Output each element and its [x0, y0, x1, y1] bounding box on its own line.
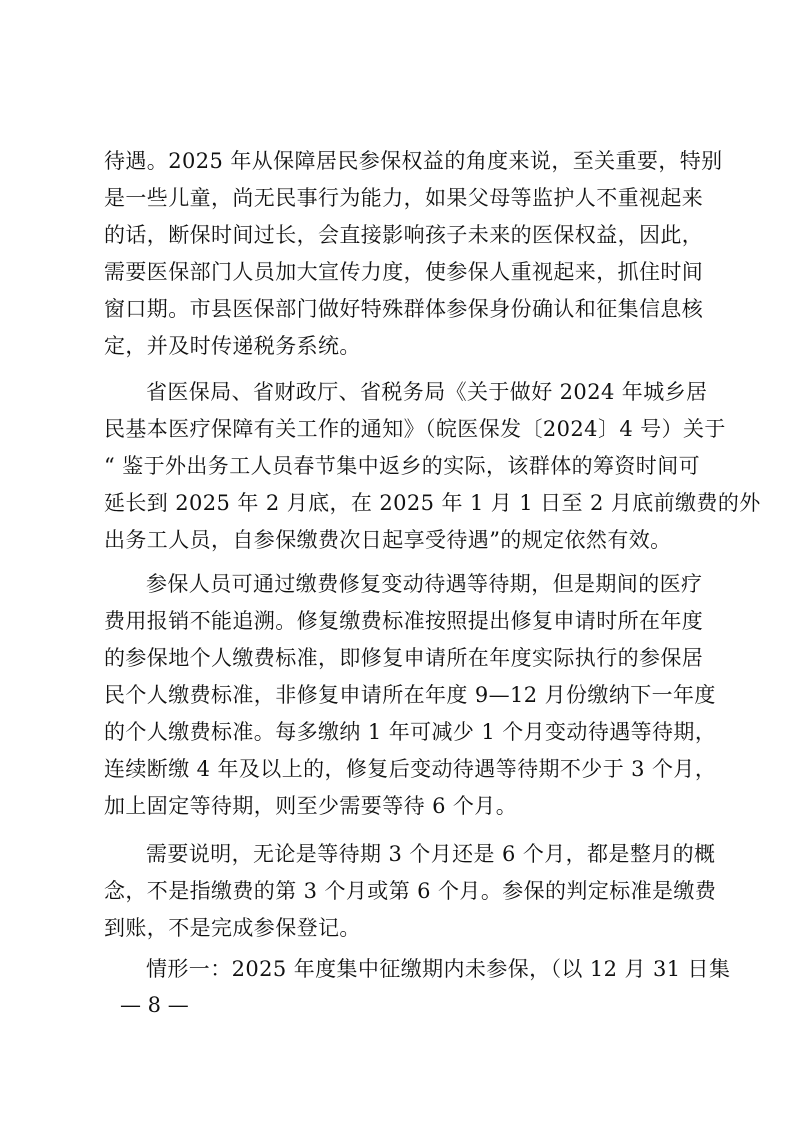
text-line: 的参保地个人缴费标准，即修复申请所在年度实际执行的参保居: [104, 646, 704, 670]
text-line: 需要医保部门人员加大宣传力度，使参保人重视起来，抓住时间: [104, 260, 704, 284]
text-line: 念，不是指缴费的第 3 个月或第 6 个月。参保的判定标准是缴费: [104, 879, 717, 903]
paragraph-first-line: 省医保局、省财政厅、省税务局《关于做好 2024 年城乡居: [146, 380, 708, 404]
text-line: 加上固定等待期，则至少需要等待 6 个月。: [104, 794, 518, 818]
text-line: “ 鉴于外出务工人员春节集中返乡的实际，该群体的筹资时间可: [104, 454, 701, 478]
text-line: 定，并及时传递税务系统。: [104, 334, 361, 358]
text-line: 待遇。2025 年从保障居民参保权益的角度来说，至关重要，特别: [104, 149, 723, 173]
paragraph-first-line: 参保人员可通过缴费修复变动待遇等待期，但是期间的医疗: [146, 572, 703, 596]
paragraph-first-line: 情形一：2025 年度集中征缴期内未参保，（以 12 月 31 日集: [146, 957, 731, 981]
text-line: 民基本医疗保障有关工作的通知》（皖医保发〔2024〕4 号）关于: [104, 417, 726, 441]
text-line: 到账，不是完成参保登记。: [104, 916, 361, 940]
text-line: 连续断缴 4 年及以上的，修复后变动待遇等待期不少于 3 个月，: [104, 757, 717, 781]
text-line: 延长到 2025 年 2 月底，在 2025 年 1 月 1 日至 2 月底前缴费的外: [104, 491, 761, 515]
text-line: 民个人缴费标准，非修复申请所在年度 9—12 月份缴纳下一年度: [104, 683, 716, 707]
text-line: 是一些儿童，尚无民事行为能力，如果父母等监护人不重视起来: [104, 186, 704, 210]
text-line: 的话，断保时间过长，会直接影响孩子未来的医保权益，因此，: [104, 223, 704, 247]
page-number: — 8 —: [120, 993, 189, 1017]
text-line: 费用报销不能追溯。修复缴费标准按照提出修复申请时所在年度: [104, 609, 704, 633]
text-line: 窗口期。市县医保部门做好特殊群体参保身份确认和征集信息核: [104, 297, 704, 321]
text-line: 出务工人员，自参保缴费次日起享受待遇”的规定依然有效。: [104, 528, 672, 552]
paragraph-first-line: 需要说明，无论是等待期 3 个月还是 6 个月，都是整月的概: [146, 842, 716, 866]
text-line: 的个人缴费标准。每多缴纳 1 年可减少 1 个月变动待遇等待期，: [104, 720, 717, 744]
